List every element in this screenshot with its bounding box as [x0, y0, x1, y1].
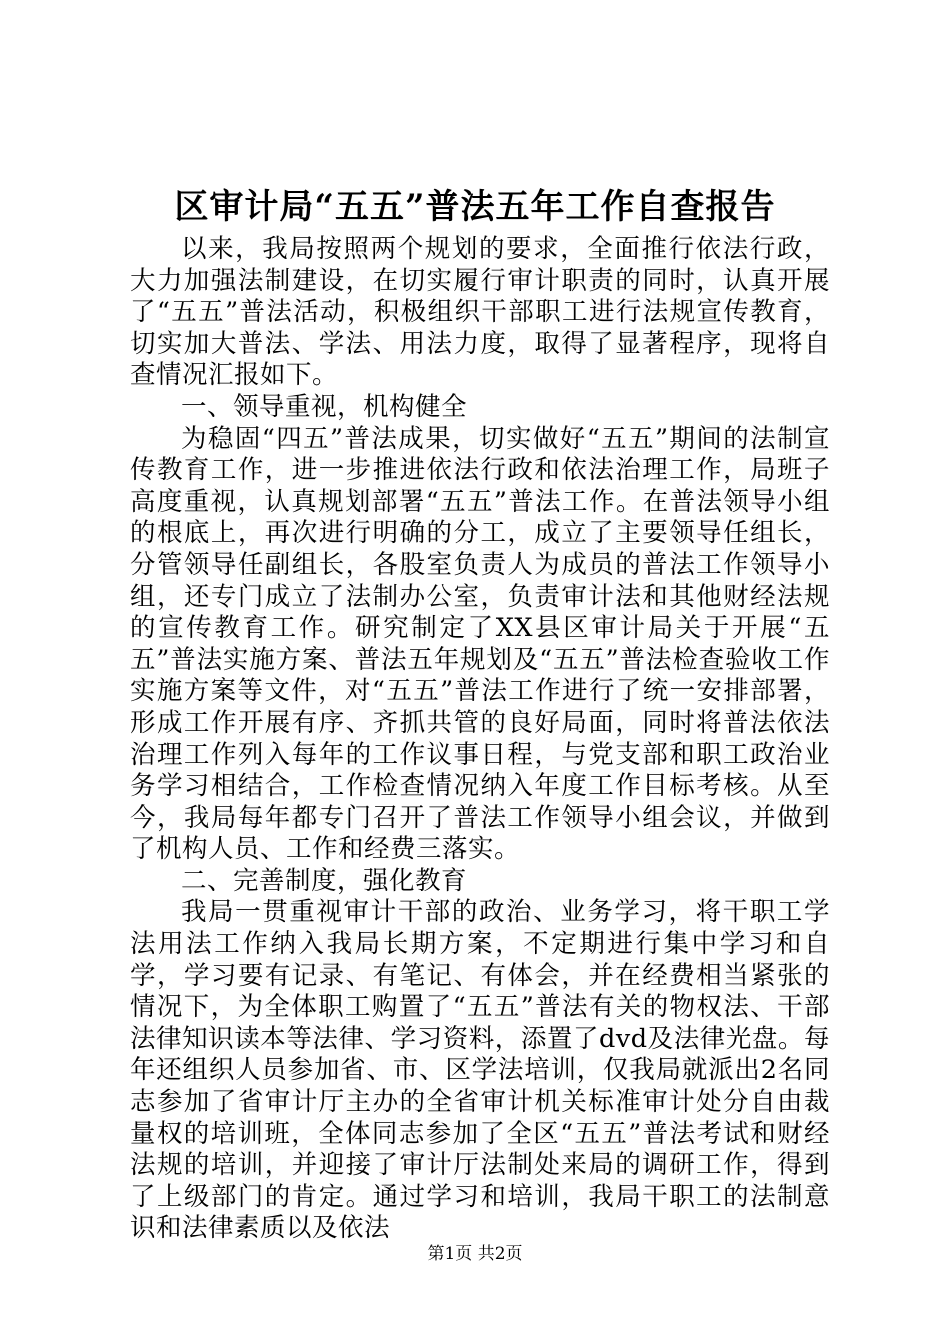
section-2-paragraph: 我局一贯重视审计干部的政治、业务学习，将干职工学法用法工作纳入我局长期方案，不定期进行集中学习和自学，学习要有记录、有笔记、有体会，并在经费相当紧张的情况下，为全体职工购置了“五五”普法有关的物权法、干部法律知识读本等法律、学习资料，添置了dvd及法律光盘。每年还组织人员参加省、市、区学法培训，仅我局就派出2名同志参加了省审计厅主办的全省审计机关标准审计处分自由裁量权的培训班，全体同志参加了全区“五五”普法考试和财经法规的培训，并迎接了审计厅法制处来局的调研工作，得到了上级部门的肯定。通过学习和培训，我局干职工的法制意识和法律素质以及依法: [130, 897, 830, 1244]
document-title: 区审计局“五五”普法五年工作自查报告: [174, 187, 776, 227]
document-body: [130, 234, 830, 1245]
section-heading-1: 一、领导重视，机构健全: [181, 391, 468, 422]
section-1-paragraph: 为稳固“四五”普法成果，切实做好“五五”期间的法制宣传教育工作，进一步推进依法行政和依法治理工作，局班子高度重视，认真规划部署“五五”普法工作。在普法领导小组的根底上，再次进行明确的分工，成立了主要领导任组长，分管领导任副组长，各股室负责人为成员的普法工作领导小组，还专门成立了法制办公室，负责审计法和其他财经法规的宣传教育工作。研究制定了XX县区审计局关于开展“五五”普法实施方案、普法五年规划及“五五”普法检查验收工作实施方案等文件，对“五五”普法工作进行了统一安排部署，形成工作开展有序、齐抓共管的良好局面，同时将普法依法治理工作列入每年的工作议事日程，与党支部和职工政治业务学习相结合，工作检查情况纳入年度工作目标考核。从至今，我局每年都专门召开了普法工作领导小组会议，并做到了机构人员、工作和经费三落实。: [130, 423, 830, 865]
page-footer: 第1页 共2页: [427, 1244, 523, 1264]
section-heading-2: 二、完善制度，强化教育: [181, 865, 468, 896]
intro-paragraph: 以来，我局按照两个规划的要求，全面推行依法行政，大力加强法制建设，在切实履行审计职责的同时，认真开展了“五五”普法活动，积极组织干部职工进行法规宣传教育，切实加大普法、学法、用法力度，取得了显著程序，现将自查情况汇报如下。: [130, 234, 830, 391]
